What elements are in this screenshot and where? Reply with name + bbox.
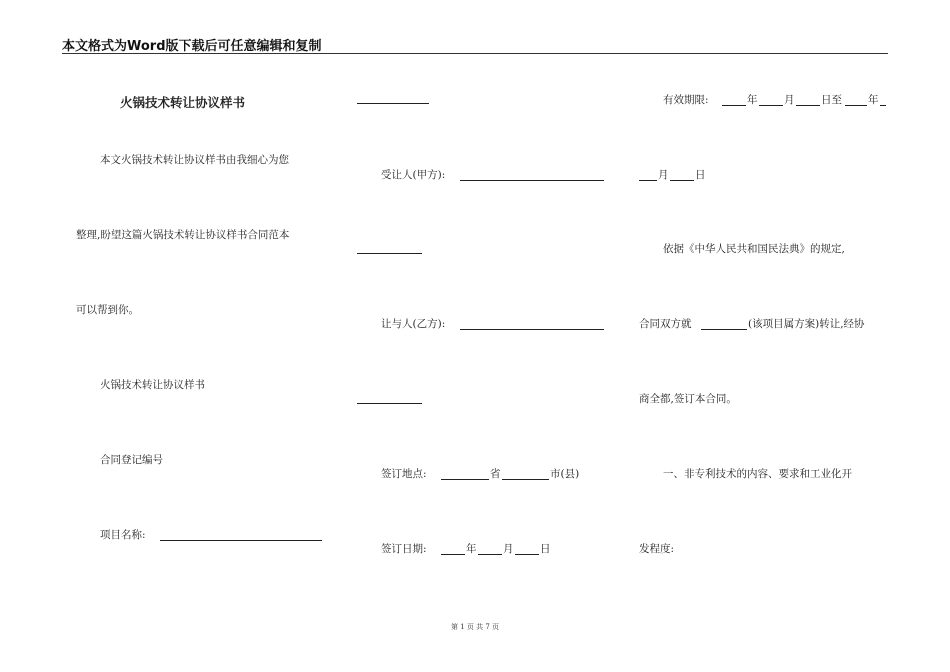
city-label: 市(县)	[550, 468, 580, 480]
section-1-heading-continued: 发程度:	[639, 543, 675, 555]
assignee-blank	[460, 180, 604, 181]
project-name-label: 项目名称:	[100, 529, 146, 541]
legal-basis-line: 依据《中华人民共和国民法典》的规定,	[663, 243, 845, 255]
sign-year-blank	[441, 554, 465, 555]
validity-month2-blank	[639, 180, 657, 181]
consensus-line: 商全都,签订本合同。	[639, 393, 737, 405]
province-blank	[441, 479, 489, 480]
assignor-blank	[460, 329, 604, 330]
subtitle: 火锅技术转让协议样书	[100, 379, 205, 391]
city-blank	[502, 479, 549, 480]
intro-line-1: 本文火锅技术转让协议样书由我细心为您	[100, 154, 289, 166]
project-name-blank	[160, 540, 322, 541]
sign-date-label: 签订日期:	[381, 543, 427, 555]
parties-suffix: (该项目属方案)转让,经协	[748, 318, 865, 330]
section-1-heading: 一、非专利技术的内容、要求和工业化开	[663, 468, 852, 480]
sign-place-label: 签订地点:	[381, 468, 427, 480]
document-title: 火锅技术转让协议样书	[120, 95, 246, 110]
header-rule	[62, 53, 888, 54]
validity-month2-label: 月	[658, 169, 669, 181]
intro-line-2: 整理,盼望这篇火锅技术转让协议样书合同范本	[76, 229, 290, 241]
sign-day-label: 日	[540, 543, 551, 555]
assignor-blank-continued	[357, 403, 422, 404]
download-notice: 本文格式为Word版下载后可任意编辑和复制	[62, 39, 322, 54]
intro-line-3: 可以帮到你。	[76, 304, 139, 316]
validity-year-label: 年	[747, 94, 758, 106]
parties-prefix: 合同双方就	[639, 318, 692, 330]
contract-number-blank	[357, 103, 429, 104]
validity-year2-blank	[845, 105, 867, 106]
assignee-label: 受让人(甲方):	[381, 169, 446, 181]
contract-registration-number: 合同登记编号	[100, 454, 163, 466]
validity-day2-blank	[670, 180, 694, 181]
validity-month-blank	[759, 105, 783, 106]
sign-year-label: 年	[466, 543, 477, 555]
assignor-label: 让与人(乙方):	[381, 318, 446, 330]
validity-year2-label: 年	[868, 94, 879, 106]
sign-month-label: 月	[503, 543, 514, 555]
assignee-blank-continued	[357, 253, 422, 254]
validity-month2-blank-start	[880, 105, 886, 106]
project-blank	[701, 329, 747, 330]
sign-day-blank	[515, 554, 539, 555]
validity-day-blank	[796, 105, 820, 106]
page-number: 第 1 页 共 7 页	[450, 623, 500, 631]
validity-day2-label: 日	[695, 169, 706, 181]
province-label: 省	[490, 468, 501, 480]
validity-month-label: 月	[784, 94, 795, 106]
validity-label: 有效期限:	[663, 94, 709, 106]
validity-year-blank	[722, 105, 746, 106]
sign-month-blank	[478, 554, 502, 555]
validity-day-to-label: 日至	[821, 94, 842, 106]
